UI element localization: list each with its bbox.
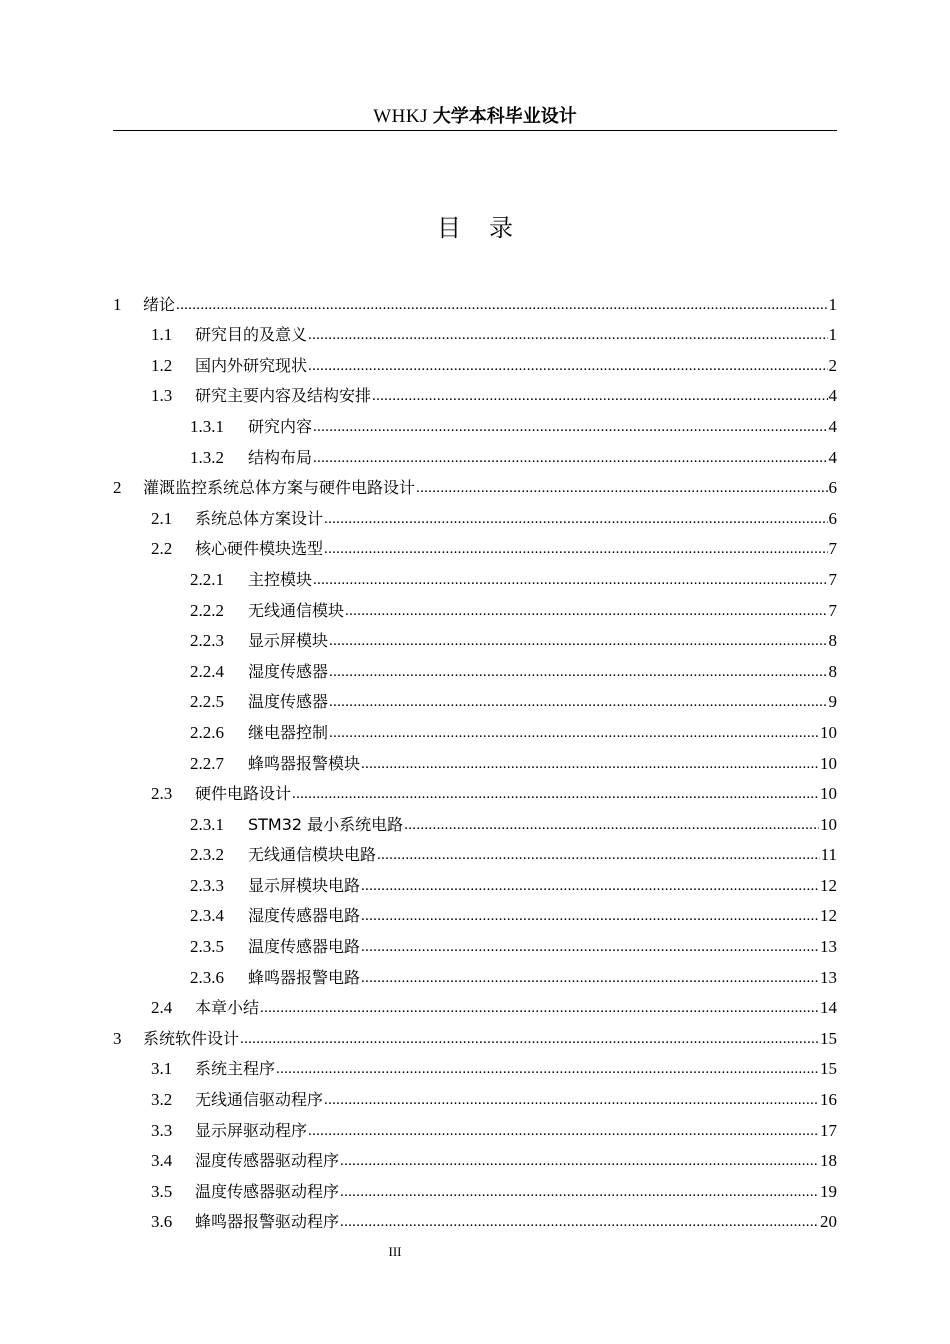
toc-entry-number: 1.3.1 xyxy=(190,416,224,436)
toc-entry-title: 湿度传感器电路 xyxy=(248,906,361,926)
toc-entry[interactable] xyxy=(113,316,837,347)
toc-leader-dots xyxy=(345,600,827,622)
toc-leader-dots xyxy=(324,538,827,560)
toc-entry-number: 2.3.2 xyxy=(190,845,224,865)
toc-entry[interactable] xyxy=(113,377,837,408)
toc-entry-page: 1 xyxy=(828,325,837,345)
toc-entry-number: 3 xyxy=(113,1028,122,1048)
toc-leader-dots xyxy=(329,661,827,683)
toc-leader-dots xyxy=(340,1181,819,1203)
toc-entry-page: 10 xyxy=(820,722,837,742)
toc-entry[interactable] xyxy=(113,1080,837,1111)
toc-leader-dots xyxy=(176,294,827,316)
toc-entry[interactable] xyxy=(113,1019,837,1050)
toc-entry-page: 16 xyxy=(820,1090,837,1110)
toc-entry-title: 湿度传感器 xyxy=(248,661,329,681)
toc-entry-page: 8 xyxy=(828,631,837,651)
toc-entry-number: 2.1 xyxy=(151,508,173,528)
toc-leader-dots xyxy=(404,814,819,836)
toc-entry-page: 19 xyxy=(820,1181,837,1201)
toc-entry-page: 6 xyxy=(828,478,837,498)
toc-entry[interactable] xyxy=(113,927,837,958)
toc-entry-number: 2.3 xyxy=(151,784,173,804)
toc-entry-title: 蜂鸣器报警电路 xyxy=(248,967,361,987)
toc-leader-dots xyxy=(308,355,827,377)
toc-entry-page: 10 xyxy=(820,784,837,804)
toc-entry-title: 继电器控制 xyxy=(248,722,329,742)
toc-entry-number: 3.2 xyxy=(151,1090,173,1110)
toc-entry-page: 18 xyxy=(820,1151,837,1171)
toc-leader-dots xyxy=(361,905,819,927)
toc-entry[interactable] xyxy=(113,897,837,928)
toc-entry-number: 2.3.3 xyxy=(190,875,224,895)
toc-entry-page: 17 xyxy=(820,1120,837,1140)
toc-entry-page: 12 xyxy=(820,906,837,926)
toc-entry-number: 2.2.4 xyxy=(190,661,224,681)
toc-entry-number: 2.2.5 xyxy=(190,692,224,712)
toc-entry-title: 显示屏模块 xyxy=(248,631,329,651)
toc-entry-number: 1.3.2 xyxy=(190,447,224,467)
toc-entry-title: 显示屏驱动程序 xyxy=(195,1120,308,1140)
toc-leader-dots xyxy=(361,753,819,775)
toc-entry-page: 7 xyxy=(828,539,837,559)
toc-leader-dots xyxy=(313,569,827,591)
toc-entry-title: 温度传感器 xyxy=(248,692,329,712)
toc-entry-title: 无线通信模块 xyxy=(248,600,345,620)
toc-entry[interactable] xyxy=(113,346,837,377)
toc-entry-number: 2.3.4 xyxy=(190,906,224,926)
toc-entry-number: 1.2 xyxy=(151,355,173,375)
toc-entry-number: 2.2.7 xyxy=(190,753,224,773)
toc-entry-title: 硬件电路设计 xyxy=(195,784,292,804)
toc-title: 目录 xyxy=(437,214,541,242)
toc-entry-page: 4 xyxy=(828,386,837,406)
toc-entry[interactable] xyxy=(113,560,837,591)
toc-entry-page: 15 xyxy=(820,1059,837,1079)
toc-entry[interactable] xyxy=(113,775,837,806)
toc-entry-number: 2.3.6 xyxy=(190,967,224,987)
toc-entry[interactable] xyxy=(113,438,837,469)
toc-entry-title: 系统主程序 xyxy=(195,1059,276,1079)
toc-entry[interactable] xyxy=(113,652,837,683)
toc-entry-title: 主控模块 xyxy=(248,569,313,589)
toc-entry[interactable] xyxy=(113,683,837,714)
toc-entry[interactable] xyxy=(113,989,837,1020)
toc-entry-number: 1 xyxy=(113,294,122,314)
toc-entry-number: 2 xyxy=(113,478,122,498)
toc-entry-page: 4 xyxy=(828,416,837,436)
toc-entry-page: 11 xyxy=(820,845,837,865)
toc-entry-title: 绪论 xyxy=(143,294,176,314)
toc-entry-number: 2.2.6 xyxy=(190,722,224,742)
toc-entry-page: 13 xyxy=(820,937,837,957)
toc-leader-dots xyxy=(377,844,820,866)
header-title: 大学本科毕业设计 xyxy=(432,106,577,127)
toc-leader-dots xyxy=(329,630,827,652)
toc-entry[interactable] xyxy=(113,1050,837,1081)
toc-leader-dots xyxy=(329,691,827,713)
toc-leader-dots xyxy=(313,447,827,469)
toc-entry-title: 核心硬件模块选型 xyxy=(195,539,324,559)
toc-entry-title: 蜂鸣器报警模块 xyxy=(248,753,361,773)
toc-entry-title: 湿度传感器驱动程序 xyxy=(195,1151,340,1171)
toc-entry-title: 温度传感器驱动程序 xyxy=(195,1181,340,1201)
toc-entry-number: 2.4 xyxy=(151,998,173,1018)
toc-entry-page: 7 xyxy=(828,569,837,589)
toc-leader-dots xyxy=(416,477,827,499)
toc-entry-title: 灌溉监控系统总体方案与硬件电路设计 xyxy=(143,478,416,498)
toc-entry-title: 无线通信驱动程序 xyxy=(195,1090,324,1110)
toc-entry-title: 蜂鸣器报警驱动程序 xyxy=(195,1212,340,1232)
toc-entry-page: 1 xyxy=(828,294,837,314)
toc-entry[interactable] xyxy=(113,836,837,867)
toc-leader-dots xyxy=(372,385,827,407)
toc-entry-number: 2.3.5 xyxy=(190,937,224,957)
toc-entry-number: 2.3.1 xyxy=(190,814,224,834)
toc-entry[interactable] xyxy=(113,285,837,316)
toc-entry[interactable] xyxy=(113,805,837,836)
toc-leader-dots xyxy=(324,508,827,530)
header-rule xyxy=(113,130,837,131)
toc-entry-page: 14 xyxy=(820,998,837,1018)
toc-entry[interactable] xyxy=(113,958,837,989)
toc-entry-number: 3.3 xyxy=(151,1120,173,1140)
toc-entry-title: 结构布局 xyxy=(248,447,313,467)
header-university-code: WHKJ xyxy=(373,106,429,127)
toc-entry-page: 8 xyxy=(828,661,837,681)
toc-entry-title: 研究主要内容及结构安排 xyxy=(195,386,372,406)
toc-entry-page: 15 xyxy=(820,1028,837,1048)
toc-entry[interactable] xyxy=(113,713,837,744)
toc-leader-dots xyxy=(308,1120,819,1142)
toc-entry-page: 12 xyxy=(820,875,837,895)
toc-entry-title: STM32 最小系统电路 xyxy=(248,814,404,834)
toc-entry-page: 4 xyxy=(828,447,837,467)
toc-entry-number: 1.3 xyxy=(151,386,173,406)
toc-entry[interactable] xyxy=(113,744,837,775)
toc-entry-number: 2.2 xyxy=(151,539,173,559)
toc-entry[interactable] xyxy=(113,866,837,897)
toc-entry[interactable] xyxy=(113,1172,837,1203)
toc-entry-title: 显示屏模块电路 xyxy=(248,875,361,895)
toc-entry[interactable] xyxy=(113,591,837,622)
toc-entry-number: 2.2.1 xyxy=(190,569,224,589)
toc-entry-page: 2 xyxy=(828,355,837,375)
page-number: III xyxy=(388,1244,402,1259)
toc-entry-number: 3.6 xyxy=(151,1212,173,1232)
toc-entry-page: 7 xyxy=(828,600,837,620)
toc-entry-title: 系统总体方案设计 xyxy=(195,508,324,528)
toc-entry[interactable] xyxy=(113,1142,837,1173)
toc-entry-number: 3.4 xyxy=(151,1151,173,1171)
toc-leader-dots xyxy=(313,416,827,438)
toc-entry-number: 3.1 xyxy=(151,1059,173,1079)
toc-entry-title: 研究内容 xyxy=(248,416,313,436)
toc-leader-dots xyxy=(276,1058,819,1080)
toc-entry-number: 2.2.2 xyxy=(190,600,224,620)
toc-entry-page: 9 xyxy=(828,692,837,712)
toc-leader-dots xyxy=(260,997,819,1019)
toc-entry[interactable] xyxy=(113,407,837,438)
toc-leader-dots xyxy=(361,967,819,989)
toc-entry-title: 系统软件设计 xyxy=(143,1028,240,1048)
toc-entry-title: 本章小结 xyxy=(195,998,260,1018)
toc-leader-dots xyxy=(340,1211,819,1233)
toc-leader-dots xyxy=(340,1150,819,1172)
toc-entry-page: 10 xyxy=(820,814,837,834)
toc-entry-title: 无线通信模块电路 xyxy=(248,845,377,865)
table-of-contents xyxy=(113,285,837,1233)
toc-leader-dots xyxy=(329,722,819,744)
toc-entry-page: 10 xyxy=(820,753,837,773)
toc-entry[interactable] xyxy=(113,469,837,500)
toc-entry-number: 3.5 xyxy=(151,1181,173,1201)
toc-leader-dots xyxy=(292,783,819,805)
toc-entry[interactable] xyxy=(113,530,837,561)
toc-entry-page: 13 xyxy=(820,967,837,987)
toc-entry-number: 1.1 xyxy=(151,325,173,345)
toc-entry-page: 20 xyxy=(820,1212,837,1232)
toc-leader-dots xyxy=(324,1089,819,1111)
toc-entry-title: 温度传感器电路 xyxy=(248,937,361,957)
toc-entry-title: 国内外研究现状 xyxy=(195,355,308,375)
toc-leader-dots xyxy=(240,1028,819,1050)
toc-entry[interactable] xyxy=(113,1203,837,1234)
toc-entry[interactable] xyxy=(113,499,837,530)
toc-leader-dots xyxy=(361,936,819,958)
toc-leader-dots xyxy=(308,324,827,346)
page-header xyxy=(113,104,837,130)
toc-entry-page: 6 xyxy=(828,508,837,528)
toc-entry-title: 研究目的及意义 xyxy=(195,325,308,345)
toc-leader-dots xyxy=(361,875,819,897)
toc-entry-number: 2.2.3 xyxy=(190,631,224,651)
toc-entry[interactable] xyxy=(113,1111,837,1142)
toc-entry[interactable] xyxy=(113,622,837,653)
